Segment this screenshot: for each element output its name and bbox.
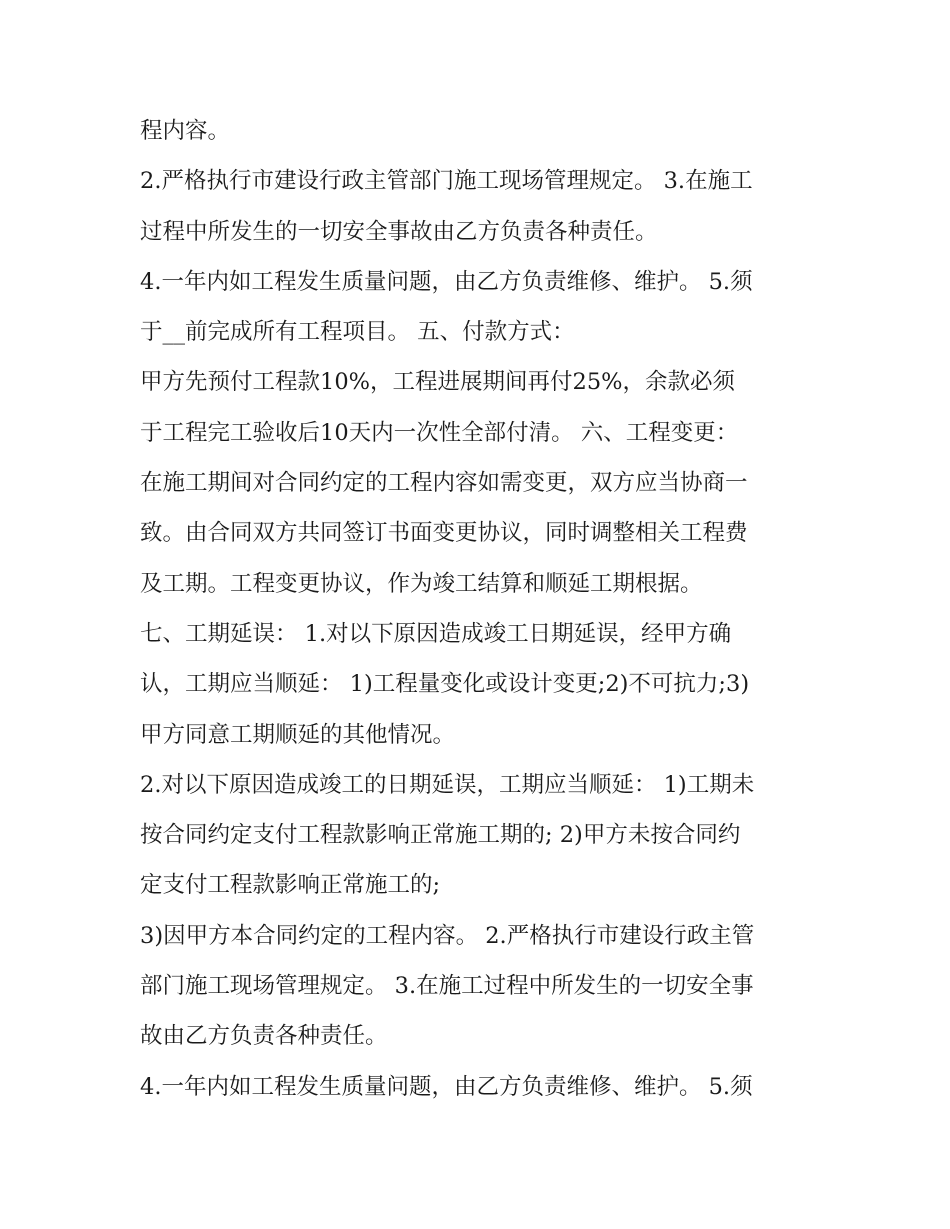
text-line: 4.一年内如工程发生质量问题，由乙方负责维修、维护。 5.须 xyxy=(140,268,753,295)
text-line: 4.一年内如工程发生质量问题，由乙方负责维修、维护。 5.须 xyxy=(140,1073,753,1100)
text-line: 过程中所发生的一切安全事故由乙方负责各种责任。 xyxy=(140,218,658,245)
text-line: 在施工期间对合同约定的工程内容如需变更，双方应当协商一 xyxy=(140,470,748,497)
text-line: 认，工期应当顺延： 1)工程量变化或设计变更;2)不可抗力;3) xyxy=(140,671,750,698)
text-line: 3)因甲方本合同约定的工程内容。 2.严格执行市建设行政主管 xyxy=(140,922,755,949)
text-line: 2.严格执行市建设行政主管部门施工现场管理规定。 3.在施工 xyxy=(140,168,753,195)
text-line: 及工期。工程变更协议，作为竣工结算和顺延工期根据。 xyxy=(140,570,703,597)
text-line: 于工程完工验收后10天内一次性全部付清。 六、工程变更： xyxy=(140,419,739,446)
text-line: 按合同约定支付工程款影响正常施工期的; 2)甲方未按合同约 xyxy=(140,822,741,849)
text-line: 程内容。 xyxy=(140,118,231,144)
text-line: 致。由合同双方共同签订书面变更协议，同时调整相关工程费 xyxy=(140,520,748,547)
text-line: 2.对以下原因造成竣工的日期延误，工期应当顺延： 1)工期未 xyxy=(140,771,755,798)
text-line: 部门施工现场管理规定。 3.在施工过程中所发生的一切安全事 xyxy=(140,973,754,1000)
text-line: 甲方先预付工程款10%，工程进展期间再付25%，余款必须 xyxy=(140,369,736,396)
text-line: 故由乙方负责各种责任。 xyxy=(140,1023,388,1050)
text-line: 于__前完成所有工程项目。 五、付款方式： xyxy=(140,319,575,346)
text-line: 七、工期延误： 1.对以下原因造成竣工日期延误，经甲方确 xyxy=(140,620,732,647)
text-line: 甲方同意工期顺延的其他情况。 xyxy=(140,721,456,748)
contract-text-body xyxy=(140,106,820,1112)
text-line: 定支付工程款影响正常施工的; xyxy=(140,872,441,899)
